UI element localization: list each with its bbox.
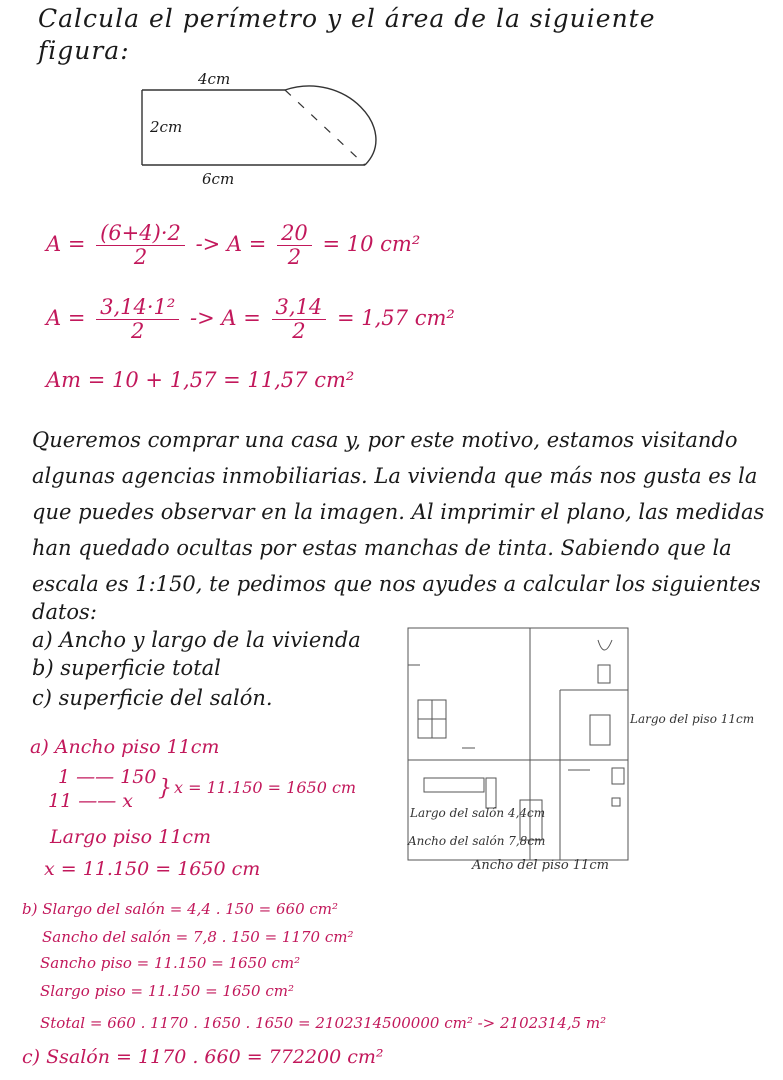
area-formula-semicircle: A = $\frac{\text{3,14·1²}}{2}$ -> A = $\frac{3,14}{2}$ = 1,57 cm²: [46, 295, 455, 344]
title-line-1: Calcula el perímetro y el área de la siguiente: [38, 4, 656, 33]
problem-item-c: c) superficie del salón.: [32, 686, 273, 710]
plan-label-bottom: Ancho del piso 11cm: [472, 858, 609, 873]
plan-label-salon-largo: Largo del salón 4,4cm: [410, 806, 546, 820]
problem-item-b: b) superficie total: [32, 656, 221, 680]
answer-a-row-1: 1 —— 150: [58, 766, 157, 788]
problem-line-3: que puedes observar en la imagen. Al imprimir el plano, las medidas: [32, 500, 765, 524]
answer-b-line-3: Sancho piso = 11.150 = 1650 cm²: [40, 954, 301, 972]
answer-a-result: x = 11.150 = 1650 cm: [174, 778, 357, 797]
figure-bottom-label: 6cm: [202, 170, 235, 188]
area-formula-rectangle: A = $\frac{(6+4)\cdot 2}{2}$ -> A = $\frac{20}{2}$ = 10 cm²: [46, 221, 421, 270]
figure-top-label: 4cm: [198, 70, 231, 88]
answer-a-largo: Largo piso 11cm: [50, 826, 211, 848]
answer-a-brace: }: [158, 776, 172, 801]
area-total: Aт = 10 + 1,57 = 11,57 cm²: [46, 368, 355, 392]
answer-a-title: a) Ancho piso 11cm: [30, 736, 220, 758]
answer-b-line-4: Slargo piso = 11.150 = 1650 cm²: [40, 982, 294, 1000]
answer-b-line-2: Sancho del salón = 7,8 . 150 = 1170 cm²: [42, 928, 354, 946]
answer-b-line-1: b) Slargo del salón = 4,4 . 150 = 660 cm²: [22, 900, 339, 918]
problem-line-4: han quedado ocultas por estas manchas de tinta. Sabiendo que la: [32, 536, 732, 560]
problem-item-a: a) Ancho y largo de la vivienda: [32, 628, 361, 652]
answer-c-line: c) Ssalón = 1170 . 660 = 772200 cm²: [22, 1046, 384, 1068]
problem-line-1: Queremos comprar una casa y, por este motivo, estamos visitando: [32, 428, 738, 452]
answer-a-row-2: 11 —— x: [48, 790, 133, 812]
plan-outer-wall: [408, 628, 628, 860]
plan-label-salon-ancho: Ancho del salón 7,8cm: [408, 834, 546, 848]
answer-a-largo-calc: x = 11.150 = 1650 cm: [44, 858, 261, 880]
problem-line-5: escala es 1:150, te pedimos que nos ayudes a calcular los siguientes: [32, 572, 761, 596]
problem-line-6: datos:: [32, 600, 97, 624]
problem-line-2: algunas agencias inmobiliarias. La vivienda que más nos gusta es la: [32, 464, 758, 488]
answer-b-total: Stotal = 660 . 1170 . 1650 . 1650 = 2102314500000 cm² -> 2102314,5 m²: [40, 1014, 607, 1032]
figure-left-label: 2cm: [150, 118, 183, 136]
title-line-2: figura:: [38, 36, 130, 65]
plan-label-right: Largo del piso 11cm: [630, 712, 755, 726]
